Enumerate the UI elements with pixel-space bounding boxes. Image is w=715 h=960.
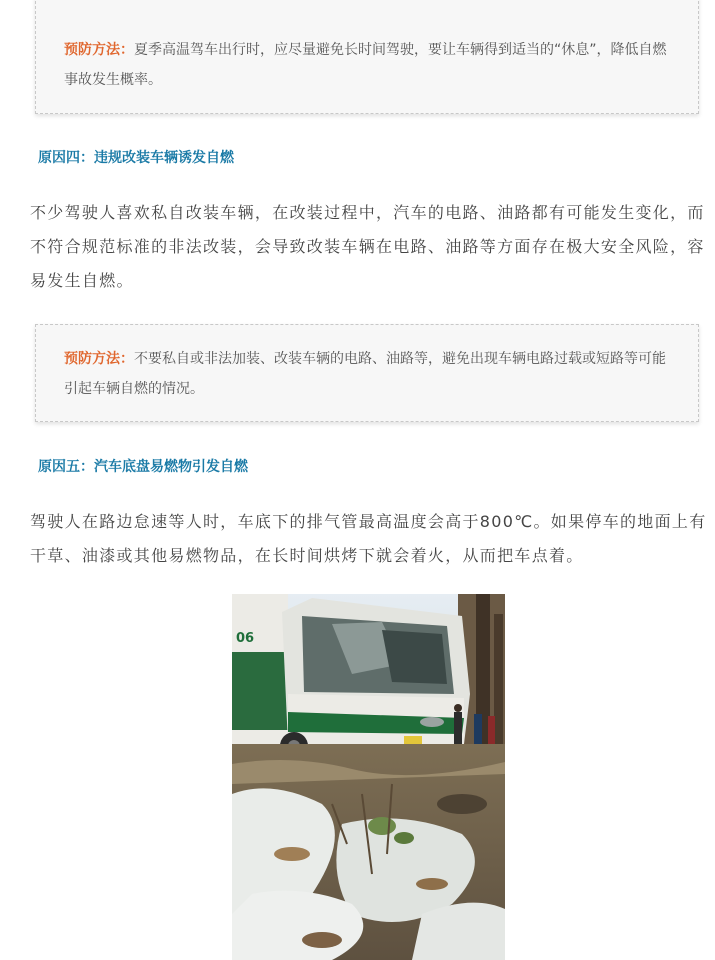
paragraph-reason-4: 不少驾驶人喜欢私自改装车辆，在改装过程中，汽车的电路、油路都有可能发生变化，而不符合规范标准的非法改装，会导致改装车辆在电路、油路等方面存在极大安全风险，容易发生自燃。 [30,203,705,290]
prevention-label: 预防方法： [64,42,134,58]
section-heading-reason-4: 原因四：违规改装车辆诱发自燃 [38,150,234,166]
prevention-text: 夏季高温驾车出行时，应尽量避免长时间驾驶，要让车辆得到适当的“休息”，降低自燃事故发生概率。 [64,42,667,88]
prevention-tip-box-2 [35,324,699,422]
paragraph-reason-5: 驾驶人在路边怠速等人时，车底下的排气管最高温度会高于800℃。如果停车的地面上有干草、油漆或其他易燃物品，在长时间烘烤下就会着火，从而把车点着。 [30,512,707,565]
prevention-text: 不要私自或非法加装、改装车辆的电路、油路等，避免出现车辆电路过载或短路等可能引起车辆自燃的情况。 [64,351,666,397]
prevention-tip-box-1 [35,0,699,114]
bus-number: 06 [236,631,255,646]
burned-bus-photo [232,594,505,960]
prevention-label: 预防方法： [64,351,134,367]
bus-fire-scene-illustration [232,594,505,960]
section-heading-reason-5: 原因五：汽车底盘易燃物引发自燃 [38,459,248,475]
